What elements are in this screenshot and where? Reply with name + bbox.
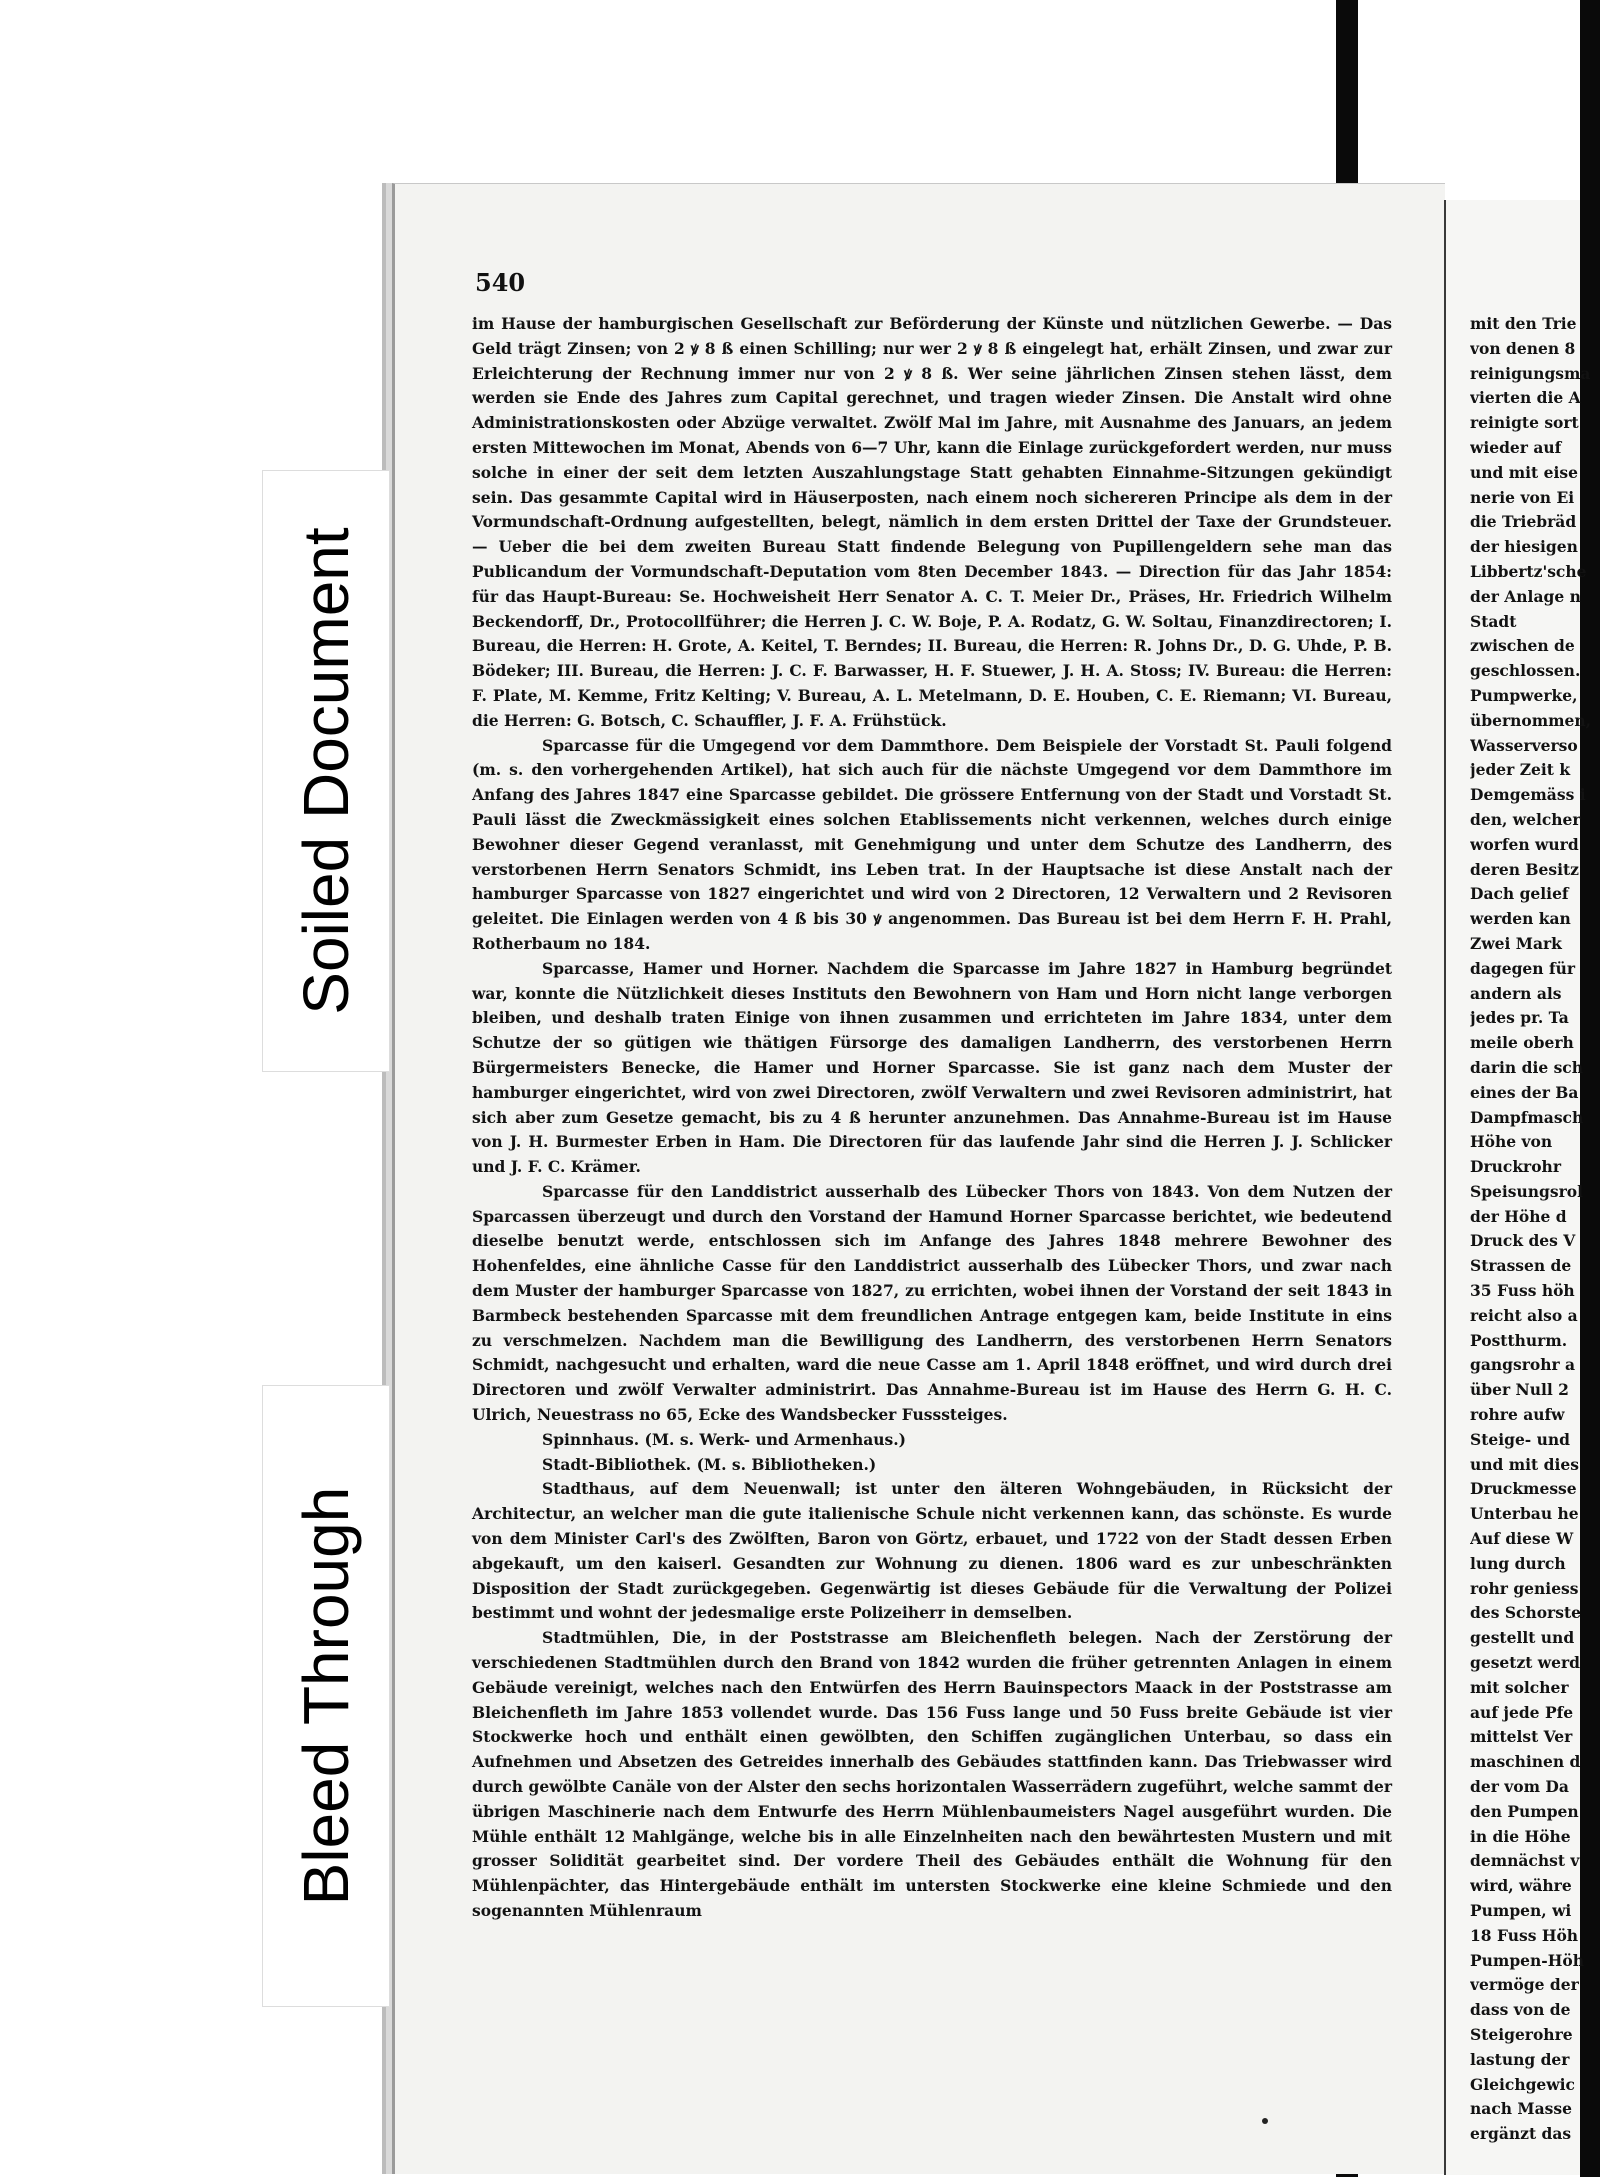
right-page-line: geschlossen. (1470, 661, 1581, 681)
right-page-line: Pumpen-Höh (1470, 1950, 1584, 1970)
right-page-line: werden kan (1470, 909, 1571, 929)
right-page-line: Druckmesse (1470, 1479, 1577, 1499)
right-page-line: in die Höhe (1470, 1826, 1571, 1846)
right-page-line: Pumpwerke, (1470, 685, 1578, 705)
right-page-line: reinigte sort (1470, 413, 1579, 433)
right-page-line: gesetzt werd (1470, 1653, 1581, 1673)
right-page-line: von denen 8 (1470, 338, 1576, 358)
right-page-line: ergänzt das (1470, 2124, 1572, 2144)
right-page-line: Steige- und (1470, 1429, 1571, 1449)
right-page-line: den, welcher (1470, 809, 1581, 829)
right-page-line: und mit eise (1470, 462, 1578, 482)
right-page-line: auf jede Pfe (1470, 1702, 1574, 1722)
right-page-line: übernommen, (1470, 710, 1592, 730)
right-page-line: eines der Ba (1470, 1082, 1579, 1102)
right-page-line: Stadt (1470, 611, 1517, 631)
right-page-line: Pumpen, wi (1470, 1901, 1572, 1920)
right-page-line: Druckrohr (1470, 1157, 1561, 1177)
right-page-line: der Höhe d (1470, 1206, 1567, 1226)
right-page-line: lastung der (1470, 2049, 1570, 2069)
right-page-line: der hiesigen (1470, 537, 1578, 557)
right-page-line: vermöge der (1470, 1975, 1579, 1995)
right-page-line: Gleichgewic (1470, 2074, 1575, 2094)
right-page-line: demnächst v (1470, 1851, 1580, 1871)
right-page-line: dass von de (1470, 2000, 1571, 2020)
right-page-line: wieder auf (1470, 437, 1562, 457)
right-page-line: der Anlage n (1470, 586, 1581, 606)
right-page-line: und mit dies (1470, 1454, 1579, 1474)
right-page-line: 18 Fuss Höh (1470, 1925, 1579, 1945)
right-page-line: worfen wurd (1470, 834, 1579, 854)
right-page-line: den Pumpen (1470, 1801, 1579, 1821)
right-page-line: Unterbau he (1470, 1504, 1579, 1524)
right-page-line: Strassen de (1470, 1256, 1572, 1276)
right-page-line: lung durch (1470, 1553, 1566, 1573)
right-page-line: reinigungsma (1470, 363, 1591, 383)
page-number: 540 (475, 268, 526, 297)
right-page-line: vierten die A (1470, 388, 1581, 408)
soiled-document-label-text: Soiled Document (290, 527, 362, 1015)
right-page-line: jeder Zeit k (1470, 760, 1571, 780)
paragraph-spinnhaus: Spinnhaus. (M. s. Werk- und Armenhaus.) (542, 1429, 907, 1449)
right-page-line: Höhe von (1470, 1132, 1553, 1152)
right-page-line: meile oberh (1470, 1033, 1574, 1053)
right-page-line: Libbertz'sche (1470, 561, 1587, 581)
right-page-line: mittelst Ver (1470, 1727, 1573, 1747)
right-page-line: Auf diese W (1470, 1529, 1574, 1549)
right-page-line: dagegen für (1470, 958, 1576, 978)
right-page-line: mit solcher (1470, 1677, 1569, 1697)
right-page-line: über Null 2 (1470, 1380, 1569, 1400)
paragraph-sparcasse-landdistrict: Sparcasse für den Landdistrict ausserhalb des Lübecker Thors von 1843. Von dem Nutzen der Sparcassen überzeugt und durch den Vorstand der Hamund Horner Sparcasse berichtet, wie bedeutend dieselbe benutzt werde, entschlossen sich im Anfange des Jahres 1848 mehrere Bewohner des Hohenfeldes, eine ähnliche Casse für den Landdistrict ausserhalb des Lübecker Thors, und zwar nach dem Muster der hamburger Sparcasse von 1827, zu errichten, wobei ihnen der Vorstand der seit 1843 in Barmbeck bestehenden Sparcasse mit dem freundlichen Antrage entgegen kam, beide Institute in eins zu verschmelzen. Nachdem man die Bewilligung des Landherrn, des verstorbenen Herrn Senators Schmidt, nachgesucht und erhalten, ward die neue Casse am 1. April 1848 eröffnet, und wird durch drei Directoren und zwölf Verwalter administrirt. Das Annahme-Bureau ist im Hause des Herrn G. H. C. Ulrich, Neuestrass no 65, Ecke des Wandsbecker Fusssteiges. (472, 1181, 1392, 1425)
right-page-line: des Schorste (1470, 1603, 1581, 1623)
ink-speck (1262, 2118, 1268, 2124)
right-page-line: Speisungsrol (1470, 1181, 1584, 1201)
right-page-line: die Triebräd (1470, 512, 1577, 532)
paragraph-stadtmuehlen: Stadtmühlen, Die, in der Poststrasse am Bleichenfleth belegen. Nach der Zerstörung der verschiedenen Stadtmühlen durch den Brand von 1842 wurden die früher getrennten Anlagen in einem Gebäude vereinigt, welches nach den Entwürfen des Herrn Bauinspectors Maack in der Poststrasse am Bleichenfleth im Jahre 1853 vollendet wurde. Das 156 Fuss lange und 50 Fuss breite Gebäude ist vier Stockwerke hoch und enthält einen gewölbten, den Schiffen zugänglichen Unterbau, so dass ein Aufnehmen und Absetzen des Getreides innerhalb des Gebäudes stattfinden kann. Das Triebwasser wird durch gewölbte Canäle von der Alster den sechs horizontalen Wasserrädern zugeführt, welche sammt der übrigen Maschinerie nach dem Entwurfe des Herrn Mühlenbaumeisters Nagel ausgeführt wurden. Die Mühle enthält 12 Mahlgänge, welche bis in alle Einzelnheiten nach den bewährtesten Mustern und mit grosser Solidität gearbeitet sind. Der vordere Theil des Gebäudes enthält die Wohnung für den Mühlenpächter, das Hintergebäude enthält im untersten Stockwerke eine kleine Schmiede und den sogenannten Mühlenraum (472, 1628, 1392, 1920)
right-page-line: deren Besitz (1470, 859, 1579, 879)
right-page-line: 35 Fuss höh (1470, 1281, 1575, 1301)
main-text-column (472, 312, 1392, 1924)
right-page-line: rohre aufw (1470, 1405, 1565, 1425)
right-page-line: jedes pr. Ta (1470, 1008, 1569, 1028)
bleed-through-label (262, 1385, 390, 2007)
right-page-line: Zwei Mark (1470, 933, 1562, 953)
soiled-document-label (262, 470, 390, 1072)
right-page-line: nach Masse (1470, 2099, 1572, 2119)
right-page-line: reicht also a (1470, 1305, 1578, 1325)
right-page-line: andern als (1470, 983, 1562, 1003)
right-page-line: Dampfmasch (1470, 1107, 1584, 1127)
right-page-line: Wasserverso (1470, 735, 1578, 755)
right-page-line: zwischen de (1470, 636, 1575, 656)
paragraph-stadt-bibliothek: Stadt-Bibliothek. (M. s. Bibliotheken.) (542, 1454, 877, 1474)
right-page-line: Druck des V (1470, 1231, 1576, 1251)
right-page-line: Postthurm. (1470, 1330, 1568, 1350)
right-page-text-fragments (1470, 312, 1600, 2147)
right-page-line: Demgemäss i (1470, 785, 1586, 805)
right-page-line: Dach gelief (1470, 884, 1569, 904)
bleed-through-label-text: Bleed Through (290, 1486, 362, 1906)
right-page-line: darin die sch (1470, 1057, 1584, 1077)
right-page-line: rohr geniess (1470, 1578, 1579, 1598)
paragraph-sparcasse-hamer-horner: Sparcasse, Hamer und Horner. Nachdem die Sparcasse im Jahre 1827 in Hamburg begründet war, konnte die Nützlichkeit dieses Instituts den Bewohnern von Ham und Horn nicht lange verborgen bleiben, und deshalb traten Einige von ihnen zusammen und errichteten im Jahre 1834, unter dem Schutze der so gütigen wie thätigen Fürsorge des damaligen Landherrn, des verstorbenen Herrn Bürgermeisters Benecke, die Hamer und Horner Sparcasse. Sie ist ganz nach dem Muster der hamburger eingerichtet, wird von zwei Directoren, zwölf Verwaltern und zwei Revisoren administrirt, hat sich aber zum Gesetze gemacht, bis zu 4 ß herunter anzunehmen. Das Annahme-Bureau ist im Hause von J. H. Burmester Erben in Ham. Die Directoren für das laufende Jahr sind die Herren J. J. Schlicker und J. F. C. Krämer. (472, 958, 1392, 1177)
right-page-line: der vom Da (1470, 1777, 1569, 1797)
paragraph-sparcasse-dammthor: Sparcasse für die Umgegend vor dem Dammthore. Dem Beispiele der Vorstadt St. Pauli folgend (m. s. den vorhergehenden Artikel), hat sich auch für die nächste Umgegend vor dem Dammthore im Anfang des Jahres 1847 eine Sparcasse gebildet. Die grössere Entfernung von der Stadt und Vorstadt St. Pauli lässt die Zweckmässigkeit eines solchen Etablissements nicht verkennen, welches durch einige Bewohner dieser Gegend veranlasst, mit Genehmigung und unter dem Schutze des Landherrn, des verstorbenen Herrn Senators Schmidt, ins Leben trat. In der Hauptsache ist diese Anstalt nach der hamburger Sparcasse von 1827 eingerichtet und wird von 2 Directoren, 12 Verwaltern und 2 Revisoren geleitet. Die Einlagen werden von 4 ß bis 30 ꝟ angenommen. Das Bureau ist bei dem Herrn F. H. Prahl, Rotherbaum no 184. (472, 735, 1392, 953)
right-page-line: nerie von Ei (1470, 487, 1575, 507)
right-page-line: gestellt und (1470, 1628, 1575, 1648)
paragraph-stadthaus: Stadthaus, auf dem Neuenwall; ist unter den älteren Wohngebäuden, in Rücksicht der Architectur, an welcher man die gute italienische Schule nicht verkennen kann, das schönste. Es wurde von dem Minister Carl's des Zwölften, Baron von Görtz, erbauet, und 1722 von der Stadt dessen Erben abgekauft, um den kaiserl. Gesandten zur Wohnung zu dienen. 1806 ward es zur unbeschränkten Disposition der Stadt zurückgegeben. Gegenwärtig ist dieses Gebäude für die Verwaltung der Polizei bestimmt und wohnt der jedesmalige erste Polizeiherr in demselben. (472, 1479, 1392, 1623)
paragraph-sparcasse-continued: im Hause der hamburgischen Gesellschaft zur Beförderung der Künste und nützlichen Gewerbe. — Das Geld trägt Zinsen; von 2 ꝟ 8 ß einen Schilling; nur wer 2 ꝟ 8 ß eingelegt hat, erhält Zinsen, und zwar zur Erleichterung der Rechnung immer nur von 2 ꝟ 8 ß. Wer seine jährlichen Zinsen stehen lässt, dem werden sie Ende des Jahres zum Capital gerechnet, und tragen wieder Zinsen. Die Anstalt wird ohne Administrationskosten oder Abzüge verwaltet. Zwölf Mal im Jahre, mit Ausnahme des Januars, an jedem ersten Mittewochen im Monat, Abends von 6—7 Uhr, kann die Einlage zurückgefordert werden, nur muss solche in einer der seit dem letzten Auszahlungstage Statt gehabten Einnahme-Sitzungen gekündigt sein. Das gesammte Capital wird in Häuserposten, nach einem noch sichereren Principe als dem in der Vormundschaft-Ordnung aufgestellten, belegt, nämlich in dem ersten Drittel der Taxe der Grundsteuer. — Ueber die bei dem zweiten Bureau Statt findende Belegung von Pupillengeldern sehe man das Publicandum der Vormundschaft-Deputation vom 8ten December 1843. — Direction für das Jahr 1854: für das Haupt-Bureau: Se. Hochweisheit Herr Senator A. C. T. Meier Dr., Präses, Hr. Friedrich Wilhelm Beckendorff, Dr., Protocollführer; die Herren J. C. W. Boje, P. A. Rodatz, G. W. Soltau, Finanzdirectoren; I. Bureau, die Herren: H. Grote, A. Keitel, T. Berndes; II. Bureau, die Herren: R. Johns Dr., D. G. Uhde, P. B. Bödeker; III. Bureau, die Herren: J. C. F. Barwasser, H. F. Stuewer, J. H. A. Stoss; IV. Bureau: die Herren: F. Plate, M. Kemme, Fritz Kelting; V. Bureau, A. L. Metelmann, D. E. Houben, C. E. Riemann; VI. Bureau, die Herren: G. Botsch, C. Schauffler, J. F. A. Frühstück. (472, 314, 1392, 730)
right-page-line: wird, währe (1470, 1876, 1572, 1896)
right-page-line: gangsrohr a (1470, 1355, 1576, 1375)
right-page-line: Steigerohre (1470, 2024, 1573, 2044)
right-page-line: maschinen d (1470, 1752, 1581, 1772)
right-page-line: mit den Trie (1470, 314, 1577, 333)
